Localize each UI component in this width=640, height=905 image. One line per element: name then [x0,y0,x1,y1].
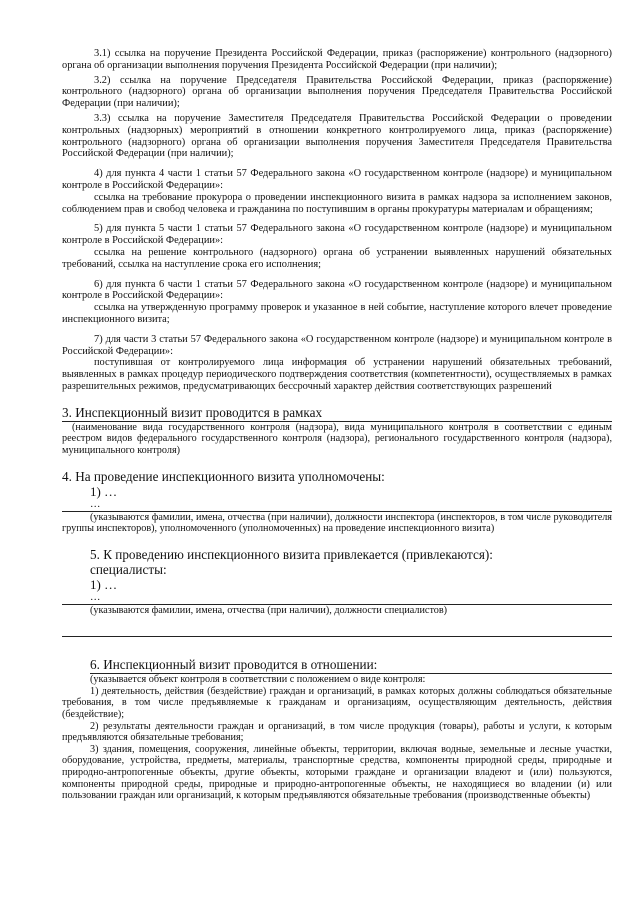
section-6-item-2: 2) результаты деятельности граждан и организаций, в том числе продукция (товары), работы и услуги, к которым предъявляются обязательные требования; [62,720,612,744]
section-3 [62,405,612,457]
paragraph-7: 7) для части 3 статьи 57 Федерального закона «О государственном контроле (надзоре) и муниципальном контроле в Российской Федерации»: [62,333,612,357]
section-4 [62,469,612,535]
section-6-heading: 6. Инспекционный визит проводится в отношении: [90,657,612,674]
document-page [62,48,612,802]
paragraph-3-2: 3.2) ссылка на поручение Председателя Правительства Российской Федерации, приказ (распоряжение) контрольного (надзорного) органа об организации выполнения поручения Председателя Правительства Российской Федерации (при наличии); [62,74,612,110]
section-6 [62,657,612,802]
section-5-note: (указываются фамилии, имена, отчества (при наличии), должности специалистов) [90,604,448,616]
paragraph-7-sub: поступившая от контролируемого лица информация об устранении нарушений обязательных требований, выявленных в рамках процедур периодического подтверждения соответствия (компетентности), осуществляемых в рамках разрешительных режимов, предусматривающих бессрочный характер действия соответствующих разрешений [62,357,612,392]
paragraph-5: 5) для пункта 5 части 1 статьи 57 Федерального закона «О государственном контроле (надзоре) и муниципальном контроле в Российской Федерации»: [62,223,612,247]
section-5-subheading: специалисты: [90,561,167,577]
paragraph-6-sub: ссылка на утвержденную программу проверок и указанное в ней событие, наступление которого влечет проведение инспекционного визита; [62,302,612,325]
paragraph-4-sub: ссылка на требование прокурора о проведении инспекционного визита в рамках надзора за исполнением законов, соблюдением прав и свобод человека и гражданина по поступившим в органы прокуратуры материалам и обращениям; [62,191,612,215]
section-4-heading: 4. На проведение инспекционного визита уполномочены: [62,468,385,484]
section-6-item-1: 1) деятельность, действия (бездействие) граждан и организаций, в рамках которых должны соблюдаться обязательные требования, в том числе предъявляемые к гражданам и организациям, осуществляющим деятельность, действия (бездействие); [62,685,612,721]
section-6-note: (указывается объект контроля в соответствии с положением о виде контроля: [90,674,426,686]
paragraph-5-sub: ссылка на решение контрольного (надзорного) органа об устранении выявленных нарушений обязательных требований, ссылка на наступление срока его исполнения; [62,246,612,270]
section-4-note: (указываются фамилии, имена, отчества (при наличии), должности инспектора (инспекторов, в том числе руководителя группы инспекторов), уполномоченного (уполномоченных) на проведение инспекционного визита) [62,511,612,535]
section-5-heading: 5. К проведению инспекционного визита привлекается (привлекаются): [90,546,493,562]
section-3-note: (наименование вида государственного контроля (надзора), вида муниципального контроля в соответствии с единым реестром видов федерального государственного контроля (надзора), регионального государственного контроля (надзора), муниципального контроля) [62,421,612,456]
section-5-dots: … [62,592,612,605]
section-5-item-1: 1) … [90,576,118,592]
section-4-item-1: 1) … [90,483,118,499]
section-5-blank-line [62,616,612,637]
paragraph-3-3: 3.3) ссылка на поручение Заместителя Председателя Правительства Российской Федерации о проведении контрольных (надзорных) мероприятий в отношении конкретного контролируемого лица, приказ (распоряжение) контрольного (надзорного) органа об организации выполнения поручения Заместителя Председателя Правительства Российской Федерации (при наличии); [62,112,612,160]
section-2-continuation [62,48,612,393]
paragraph-4: 4) для пункта 4 части 1 статьи 57 Федерального закона «О государственном контроле (надзоре) и муниципальном контроле в Российской Федерации»: [62,168,612,191]
section-6-item-3: 3) здания, помещения, сооружения, линейные объекты, территории, включая водные, земельные и лесные участки, оборудование, устройства, предметы, материалы, транспортные средства, компоненты природной среды, природные и природно-антропогенные объекты, другие объекты, которыми граждане и организации владеют и (или) пользуются, компоненты природной среды, природные и природно-антропогенные объекты, не находящиеся во владении (и) или пользовании граждан или организаций, к которым предъявляются обязательные требования (производственные объекты) [62,743,612,802]
section-4-dots: … [62,499,612,512]
paragraph-6: 6) для пункта 6 части 1 статьи 57 Федерального закона «О государственном контроле (надзоре) и муниципальном контроле в Российской Федерации»: [62,278,612,302]
section-5 [62,547,612,638]
section-3-heading: 3. Инспекционный визит проводится в рамках [62,405,612,422]
paragraph-3-1: 3.1) ссылка на поручение Президента Российской Федерации, приказ (распоряжение) контрольного (надзорного) органа об организации выполнения поручения Президента Российской Федерации (при наличии); [62,48,612,71]
